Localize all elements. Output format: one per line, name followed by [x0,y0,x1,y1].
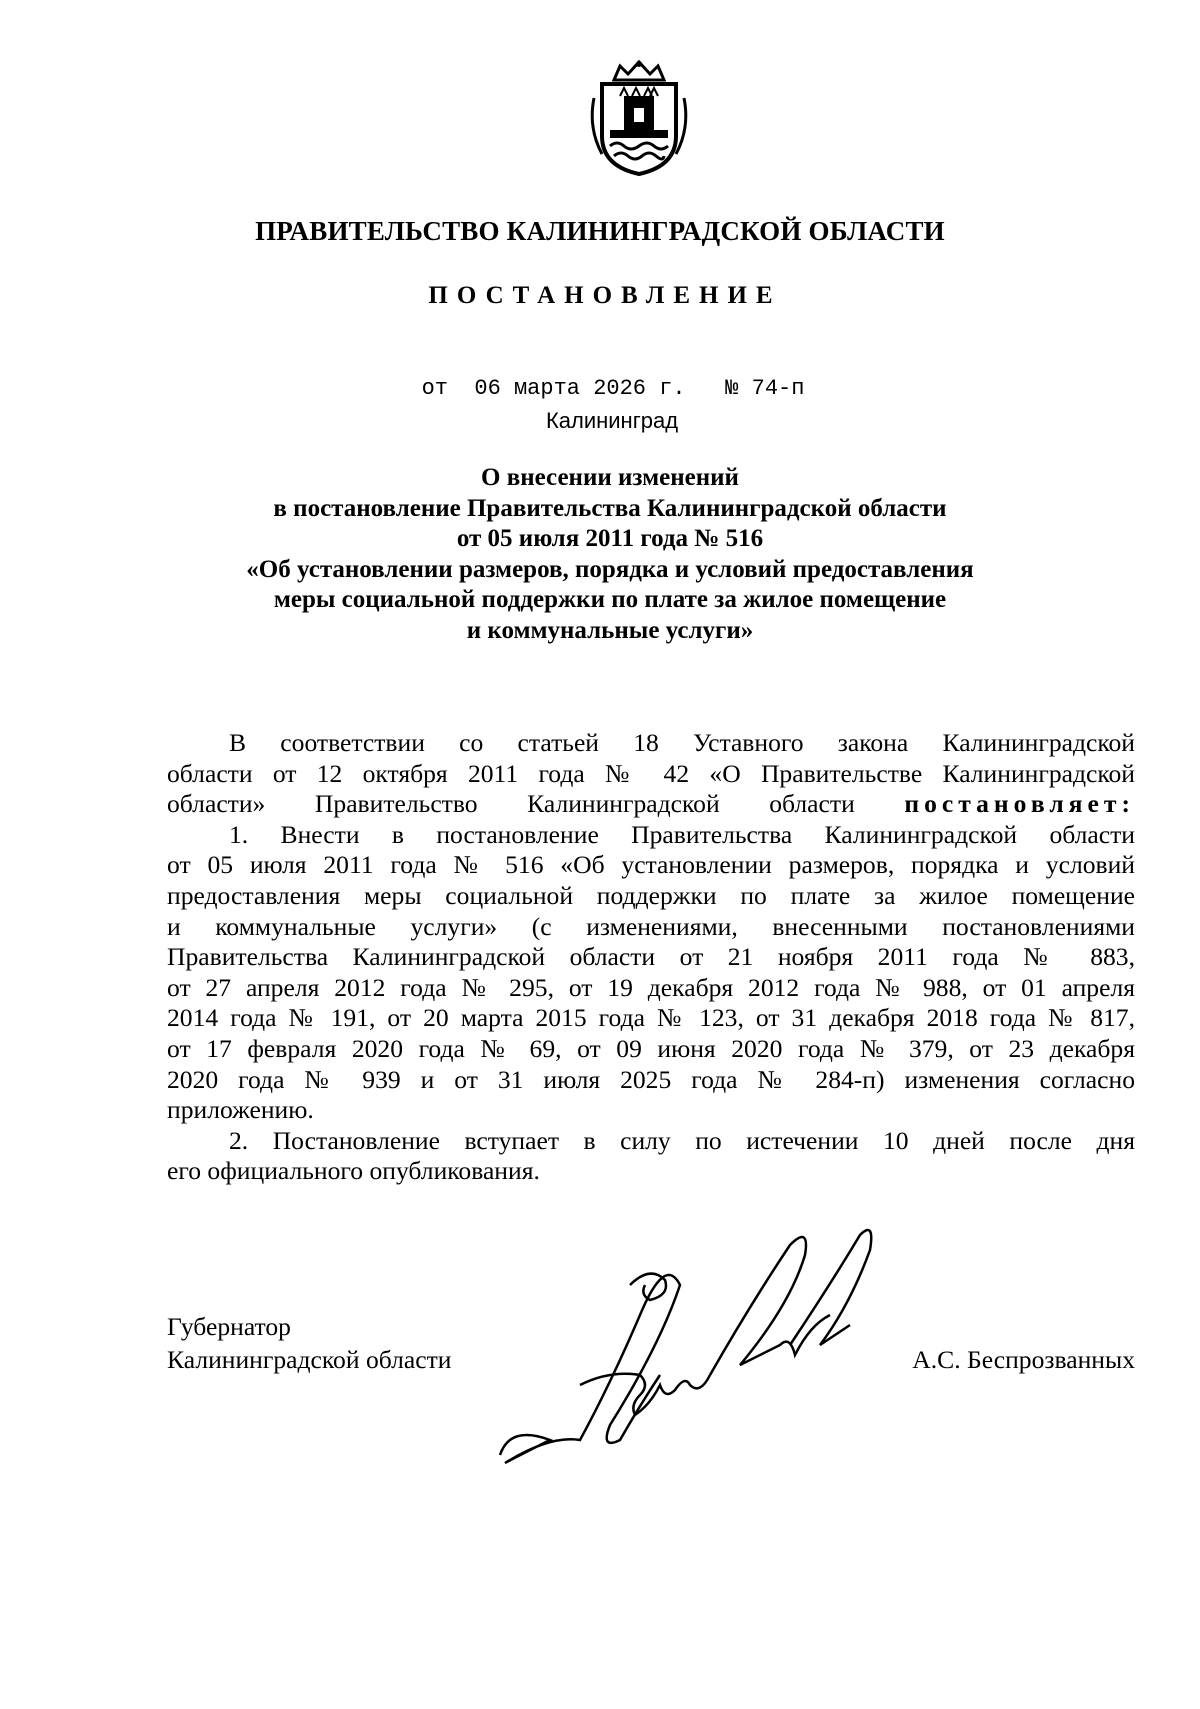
subject-line: О внесении изменений [481,464,739,491]
document-body [167,728,1135,1187]
item1-line: от 17 февраля 2020 года № 69, от 09 июня 2020 года № 379, от 23 декабря [167,1033,1135,1063]
city: Калининград [545,408,679,433]
handwritten-signature [490,1225,950,1470]
document-type: ПОСТАНОВЛЕНИЕ [428,282,782,309]
preamble-line [167,789,1135,820]
decree-word: постановляет: [904,789,1135,819]
item1-line: от 05 июля 2011 года № 516 «Об установлении размеров, порядка и условий [167,850,1135,880]
item1-line: и коммунальные услуги» (с изменениями, внесенными постановлениями [167,911,1135,941]
item1-line: предоставления меры социальной поддержки по плате за жилое помещение [167,880,1135,910]
subject-line: и коммунальные услуги» [466,616,754,644]
government-title: ПРАВИТЕЛЬСТВО КАЛИНИНГРАДСКОЙ ОБЛАСТИ [255,216,945,246]
kaliningrad-coat-of-arms-icon [584,58,694,178]
item1-line: Правительства Калининградской области от 21 ноября 2011 года № 883, [167,942,1135,972]
item1-line: 2014 года № 191, от 20 марта 2015 года № 123, от 31 декабря 2018 года № 817, [167,1003,1135,1033]
preamble-line: В соответствии со статьей 18 Уставного закона Калининградской [229,728,1135,757]
preamble-text: области» Правительство Калининградской области [167,789,855,819]
registration-line [0,376,1200,401]
subject-line: «Об установлении размеров, порядка и условий предоставления [246,555,974,583]
date-prefix: от [421,376,448,401]
item2-line: его официального опубликования. [167,1156,540,1186]
subject-line: от 05 июля 2011 года № 516 [456,525,764,552]
item2-line: 2. Постановление вступает в силу по истечении 10 дней после дня [229,1125,1135,1155]
document-date: 06 марта 2026 г. [474,376,686,401]
subject-line: в постановление Правительства Калининградской области [273,494,947,522]
position-line: Губернатор [167,1312,291,1341]
item1-line: 1. Внести в постановление Правительства Калининградской области [229,819,1135,849]
signatory-position [167,1310,452,1376]
document-subject [150,463,1070,646]
subject-line: меры социальной поддержки по плате за жилое помещение [273,586,947,613]
item1-line: от 27 апреля 2012 года № 295, от 19 декабря 2012 года № 988, от 01 апреля [167,972,1135,1002]
position-line: Калининградской области [167,1345,452,1374]
document-number: № 74-п [725,376,805,401]
preamble-line: области от 12 октября 2011 года № 42 «О Правительстве Калининградской [167,758,1135,788]
item1-line: 2020 года № 939 и от 31 июля 2025 года № 284-п) изменения согласно [167,1064,1135,1094]
item1-line: приложению. [167,1095,314,1125]
signatory-name: А.С. Беспрозванных [912,1345,1135,1374]
